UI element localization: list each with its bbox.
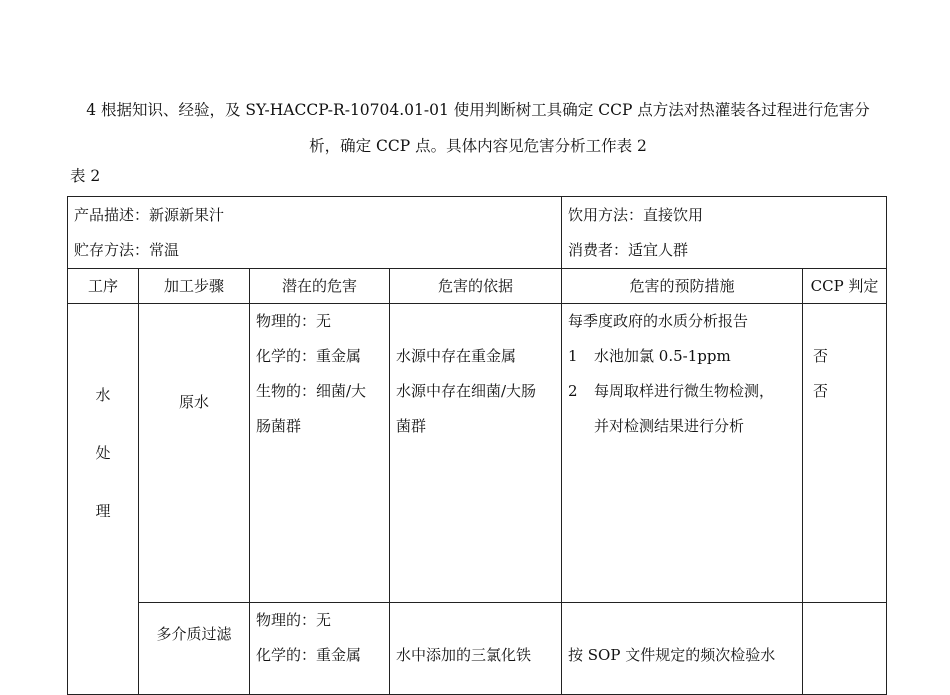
header-hazard: 潜在的危害 [250, 269, 390, 304]
product-storage-cell [68, 197, 562, 269]
table-row [68, 603, 887, 695]
basis-line: 水源中存在细菌/大肠 [396, 382, 537, 400]
intro-line-2: 析，确定 CCP 点。具体内容见危害分析工作表 2 [309, 137, 647, 155]
intro-paragraph [68, 92, 888, 164]
header-measures: 危害的预防措施 [562, 269, 803, 304]
process-char: 水 [95, 386, 111, 404]
ccp-judgement: 否 [813, 347, 829, 365]
hazard-chemical: 化学的：重金属 [256, 347, 362, 365]
hazard-cell [250, 603, 390, 695]
measures-item-number: 2 [568, 382, 578, 400]
measures-cell [562, 603, 803, 695]
measures-intro: 每季度政府的水质分析报告 [568, 312, 749, 330]
usage-consumer-cell [562, 197, 887, 269]
measures-item-text: 每周取样进行微生物检测， [594, 382, 775, 400]
hazard-biological: 生物的：细菌/大 [256, 382, 367, 400]
hazard-physical: 物理的：无 [256, 611, 332, 629]
ccp-judgement: 否 [813, 382, 829, 400]
basis-cell [390, 603, 562, 695]
measures-item-text: 水池加氯 0.5-1ppm [594, 347, 731, 365]
table-row [68, 304, 887, 603]
ccp-spacer [813, 304, 880, 339]
step-cell: 原水 [139, 304, 250, 603]
basis-line: 水源中存在重金属 [396, 347, 517, 365]
usage-method: 饮用方法：直接饮用 [568, 206, 704, 224]
measures-cell [562, 304, 803, 603]
process-cell [68, 304, 139, 695]
measures-item-2 [568, 374, 796, 409]
consumer-group: 消费者：适宜人群 [568, 241, 689, 259]
ccp-cell [803, 603, 887, 695]
header-basis: 危害的依据 [390, 269, 562, 304]
basis-spacer [396, 603, 555, 638]
basis-line: 菌群 [396, 417, 427, 435]
hazard-chemical: 化学的：重金属 [256, 646, 362, 664]
ccp-cell [803, 304, 887, 603]
basis-line: 水中添加的三氯化铁 [396, 646, 532, 664]
measures-item-1 [568, 339, 796, 374]
table-label: 表 2 [70, 167, 101, 185]
intro-line-1: 4 根据知识、经验，及 SY-HACCP-R-10704.01-01 使用判断树工具确定 CCP 点方法对热灌装各过程进行危害分 [86, 101, 870, 119]
process-char: 处 [95, 444, 111, 462]
hazard-biological-cont: 肠菌群 [256, 417, 302, 435]
measures-item-number: 1 [568, 347, 578, 365]
header-process: 工序 [68, 269, 139, 304]
measures-spacer [568, 603, 796, 638]
description-row [68, 197, 887, 269]
measures-text: 按 SOP 文件规定的频次检验水 [568, 646, 776, 664]
product-description: 产品描述：新源新果汁 [74, 206, 225, 224]
header-step: 加工步骤 [139, 269, 250, 304]
basis-spacer [396, 304, 555, 339]
hazard-cell [250, 304, 390, 603]
header-ccp: CCP 判定 [803, 269, 887, 304]
hazard-analysis-table [67, 196, 887, 695]
storage-method: 贮存方法：常温 [74, 241, 180, 259]
basis-cell [390, 304, 562, 603]
process-char: 理 [95, 502, 111, 520]
measures-item-2-cont: 并对检测结果进行分析 [594, 417, 745, 435]
hazard-physical: 物理的：无 [256, 312, 332, 330]
header-row [68, 269, 887, 304]
step-cell: 多介质过滤 [139, 603, 250, 695]
